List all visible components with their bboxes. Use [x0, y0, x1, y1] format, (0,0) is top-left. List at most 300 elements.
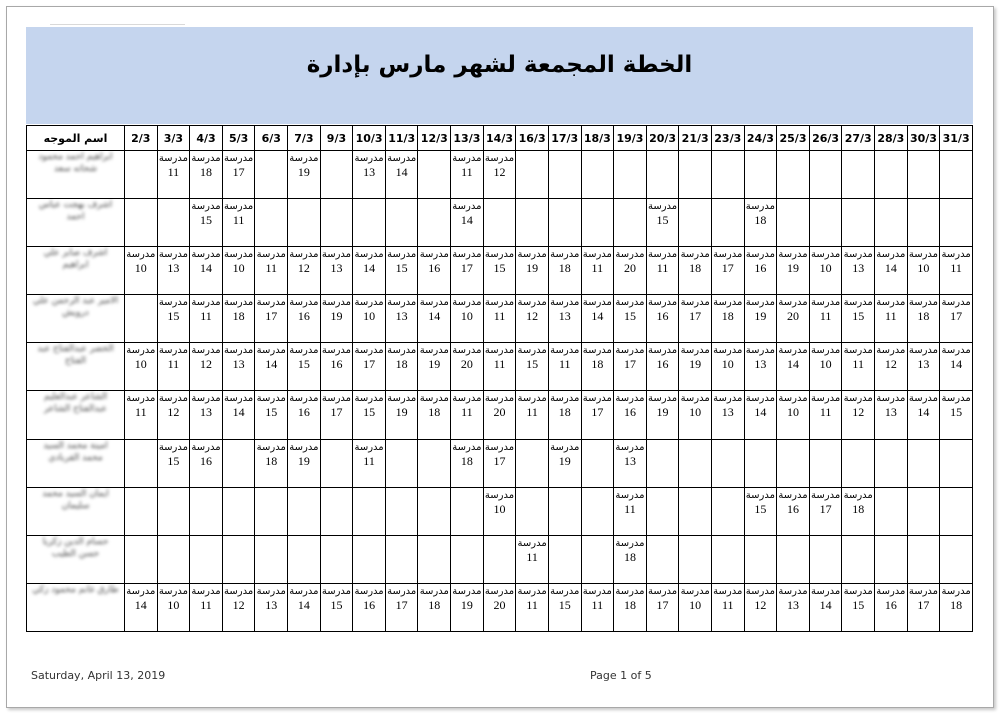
schedule-cell	[809, 391, 842, 439]
schedule-cell	[320, 199, 353, 247]
schedule-cell	[451, 391, 484, 439]
schedule-cell	[418, 343, 451, 391]
schedule-cell	[320, 343, 353, 391]
schedule-cell	[483, 247, 516, 295]
school-number: 15	[493, 261, 506, 276]
schedule-cell	[679, 247, 712, 295]
schedule-cell	[842, 343, 875, 391]
schedule-cell	[222, 535, 255, 583]
school-number: 13	[623, 453, 636, 468]
school-label: مدرسة	[452, 153, 482, 164]
school-label: مدرسة	[289, 249, 319, 261]
school-label: مدرسة	[224, 249, 254, 261]
school-label: مدرسة	[354, 153, 384, 164]
school-label: مدرسة	[158, 297, 188, 309]
school-number: 20	[493, 405, 506, 420]
schedule-cell	[125, 295, 158, 343]
school-label: مدرسة	[191, 153, 221, 164]
schedule-cell	[125, 199, 158, 247]
schedule-cell	[614, 199, 647, 247]
table-row	[27, 295, 973, 343]
school-number: 13	[232, 357, 245, 372]
schedule-cell	[418, 199, 451, 247]
schedule-cell	[125, 535, 158, 583]
schedule-cell	[777, 487, 810, 535]
school-number: 18	[428, 597, 441, 612]
school-number: 14	[950, 357, 963, 372]
schedule-cell	[614, 583, 647, 631]
school-number: 19	[330, 309, 343, 324]
table-row	[27, 535, 973, 583]
schedule-cell	[907, 487, 940, 535]
schedule-cell	[548, 247, 581, 295]
schedule-cell	[646, 151, 679, 199]
school-number: 16	[200, 453, 213, 468]
schedule-cell	[516, 295, 549, 343]
schedule-cell	[679, 439, 712, 487]
school-number: 11	[167, 357, 180, 372]
school-label: مدرسة	[387, 393, 417, 405]
school-label: مدرسة	[484, 297, 515, 309]
school-number: 17	[656, 597, 669, 612]
schedule-cell	[777, 343, 810, 391]
school-label: مدرسة	[321, 345, 352, 357]
school-number: 11	[200, 597, 212, 612]
school-label: مدرسة	[387, 297, 417, 309]
schedule-cell	[451, 199, 484, 247]
school-label: مدرسة	[843, 249, 873, 261]
school-label: مدرسة	[484, 153, 515, 164]
school-number: 10	[232, 261, 245, 276]
schedule-cell	[614, 295, 647, 343]
table-row	[27, 151, 973, 199]
school-label: مدرسة	[158, 441, 188, 453]
school-number: 17	[721, 261, 734, 276]
schedule-cell	[809, 487, 842, 535]
schedule-cell	[418, 295, 451, 343]
school-number: 15	[754, 501, 767, 516]
schedule-cell	[842, 535, 875, 583]
school-label: مدرسة	[256, 585, 286, 597]
school-number: 18	[428, 405, 441, 420]
schedule-cell	[288, 343, 321, 391]
school-label: مدرسة	[224, 345, 254, 357]
schedule-cell	[255, 151, 288, 199]
schedule-cell	[353, 199, 386, 247]
school-label: مدرسة	[387, 345, 417, 357]
schedule-cell	[679, 583, 712, 631]
schedule-cell	[190, 487, 223, 535]
school-number: 18	[232, 309, 245, 324]
school-label: مدرسة	[843, 585, 873, 597]
schedule-cell	[777, 583, 810, 631]
school-label: مدرسة	[452, 441, 482, 453]
school-number: 12	[526, 309, 539, 324]
school-label: مدرسة	[811, 489, 841, 501]
schedule-cell	[385, 343, 418, 391]
schedule-cell	[385, 535, 418, 583]
school-label: مدرسة	[452, 585, 482, 597]
school-number: 14	[363, 261, 376, 276]
school-number: 20	[460, 357, 473, 372]
schedule-cell	[385, 487, 418, 535]
school-label: مدرسة	[876, 393, 906, 405]
school-label: مدرسة	[745, 585, 775, 597]
school-number: 16	[623, 405, 636, 420]
school-number: 18	[852, 501, 865, 516]
school-label: مدرسة	[158, 249, 188, 261]
school-number: 10	[786, 405, 799, 420]
school-number: 11	[167, 165, 180, 179]
school-label: مدرسة	[615, 345, 645, 357]
table-row	[27, 439, 973, 487]
school-label: مدرسة	[191, 249, 221, 261]
school-label: مدرسة	[191, 297, 221, 309]
date-header: 25/3	[777, 126, 810, 151]
schedule-cell	[614, 535, 647, 583]
school-label: مدرسة	[354, 297, 384, 309]
school-label: مدرسة	[908, 345, 939, 357]
school-label: مدرسة	[289, 345, 319, 357]
schedule-cell	[255, 439, 288, 487]
schedule-cell	[875, 583, 908, 631]
schedule-cell	[679, 343, 712, 391]
supervisor-name-cell	[27, 439, 125, 487]
schedule-cell	[255, 199, 288, 247]
school-label: مدرسة	[354, 441, 384, 453]
school-number: 11	[591, 261, 604, 276]
schedule-cell	[679, 199, 712, 247]
schedule-cell	[777, 295, 810, 343]
schedule-cell	[581, 487, 614, 535]
school-number: 14	[265, 357, 278, 372]
schedule-cell	[614, 487, 647, 535]
school-number: 18	[460, 453, 473, 468]
schedule-cell	[809, 583, 842, 631]
school-number: 13	[754, 357, 767, 372]
school-label: مدرسة	[550, 393, 580, 405]
school-number: 17	[460, 261, 473, 276]
supervisor-name-cell	[27, 199, 125, 247]
schedule-cell	[907, 535, 940, 583]
school-number: 20	[623, 261, 636, 276]
school-label: مدرسة	[778, 297, 808, 309]
schedule-cell	[385, 439, 418, 487]
supervisor-name: الشاعر عبدالعليم عبدالفتاح الشاعر	[43, 392, 108, 415]
school-label: مدرسة	[647, 249, 678, 261]
schedule-cell	[842, 487, 875, 535]
school-label: مدرسة	[452, 345, 482, 357]
schedule-cell	[385, 247, 418, 295]
school-label: مدرسة	[647, 201, 678, 213]
schedule-cell	[288, 439, 321, 487]
school-label: مدرسة	[908, 393, 939, 405]
schedule-cell	[907, 247, 940, 295]
schedule-cell	[125, 343, 158, 391]
schedule-cell	[255, 343, 288, 391]
schedule-cell	[711, 295, 744, 343]
school-number: 15	[167, 453, 180, 468]
school-label: مدرسة	[517, 393, 547, 405]
school-number: 13	[786, 597, 799, 612]
supervisor-name: حسام الدين زكريا حسن الطيب	[42, 536, 109, 559]
school-number: 19	[786, 261, 799, 276]
schedule-cell	[190, 247, 223, 295]
schedule-cell	[875, 439, 908, 487]
school-number: 19	[297, 453, 310, 468]
schedule-cell	[483, 151, 516, 199]
schedule-cell	[483, 199, 516, 247]
date-header: 14/3	[483, 126, 516, 151]
schedule-cell	[842, 151, 875, 199]
school-number: 11	[493, 357, 506, 372]
schedule-cell	[809, 295, 842, 343]
school-label: مدرسة	[941, 393, 971, 405]
schedule-cell	[679, 487, 712, 535]
school-label: مدرسة	[191, 585, 221, 597]
school-number: 16	[297, 309, 310, 324]
schedule-cell	[353, 247, 386, 295]
school-label: مدرسة	[126, 393, 156, 405]
school-number: 11	[526, 405, 538, 420]
document-title: الخطة المجمعة لشهر مارس بإدارة	[306, 52, 693, 78]
school-number: 19	[395, 405, 408, 420]
school-label: مدرسة	[713, 297, 743, 309]
school-label: مدرسة	[354, 585, 384, 597]
date-header: 19/3	[614, 126, 647, 151]
date-header: 5/3	[222, 126, 255, 151]
school-label: مدرسة	[680, 345, 710, 357]
schedule-cell	[907, 391, 940, 439]
school-number: 15	[265, 405, 278, 420]
schedule-cell	[190, 535, 223, 583]
school-number: 12	[493, 165, 506, 179]
schedule-cell	[940, 487, 973, 535]
schedule-cell	[190, 583, 223, 631]
school-label: مدرسة	[713, 585, 743, 597]
school-number: 17	[623, 357, 636, 372]
schedule-cell	[744, 535, 777, 583]
schedule-cell	[809, 439, 842, 487]
school-label: مدرسة	[811, 393, 841, 405]
schedule-cell	[548, 583, 581, 631]
schedule-cell	[353, 487, 386, 535]
school-label: مدرسة	[582, 345, 612, 357]
school-label: مدرسة	[680, 393, 710, 405]
school-label: مدرسة	[647, 585, 678, 597]
school-number: 13	[330, 261, 343, 276]
school-number: 19	[689, 357, 702, 372]
date-header: 28/3	[875, 126, 908, 151]
schedule-cell	[255, 391, 288, 439]
table-row	[27, 391, 973, 439]
schedule-cell	[940, 391, 973, 439]
school-label: مدرسة	[615, 537, 645, 549]
school-label: مدرسة	[517, 585, 547, 597]
schedule-cell	[581, 583, 614, 631]
school-number: 11	[819, 309, 832, 324]
schedule-cell	[353, 295, 386, 343]
schedule-cell	[353, 439, 386, 487]
school-number: 18	[754, 213, 767, 228]
schedule-cell	[777, 151, 810, 199]
schedule-cell	[744, 439, 777, 487]
supervisor-name-cell	[27, 391, 125, 439]
schedule-cell	[125, 151, 158, 199]
schedule-cell	[646, 583, 679, 631]
school-number: 11	[363, 453, 375, 468]
schedule-cell	[744, 487, 777, 535]
school-number: 13	[200, 405, 213, 420]
date-header: 13/3	[451, 126, 484, 151]
schedule-cell	[353, 391, 386, 439]
school-number: 11	[135, 405, 147, 420]
school-label: مدرسة	[745, 489, 775, 501]
school-number: 14	[395, 165, 408, 179]
school-number: 12	[884, 357, 897, 372]
school-label: مدرسة	[321, 393, 352, 405]
schedule-cell	[288, 487, 321, 535]
school-label: مدرسة	[908, 585, 939, 597]
school-label: مدرسة	[778, 489, 808, 501]
school-number: 15	[395, 261, 408, 276]
school-label: مدرسة	[941, 585, 971, 597]
schedule-cell	[190, 391, 223, 439]
schedule-cell	[842, 391, 875, 439]
school-number: 19	[558, 453, 571, 468]
schedule-cell	[190, 151, 223, 199]
schedule-cell	[483, 583, 516, 631]
schedule-cell	[353, 343, 386, 391]
school-label: مدرسة	[517, 537, 547, 549]
schedule-cell	[614, 439, 647, 487]
schedule-cell	[646, 199, 679, 247]
supervisor-name-cell	[27, 487, 125, 535]
school-label: مدرسة	[550, 345, 580, 357]
schedule-cell	[516, 343, 549, 391]
school-label: مدرسة	[550, 441, 580, 453]
schedule-cell	[940, 535, 973, 583]
school-number: 18	[265, 453, 278, 468]
school-label: مدرسة	[158, 345, 188, 357]
date-header: 2/3	[125, 126, 158, 151]
school-number: 20	[786, 309, 799, 324]
school-number: 15	[200, 213, 213, 228]
school-label: مدرسة	[289, 153, 319, 164]
school-label: مدرسة	[582, 297, 612, 309]
schedule-cell	[157, 151, 190, 199]
supervisor-name: ايمان السيد محمد سليمان	[42, 488, 109, 511]
school-number: 10	[917, 261, 930, 276]
school-label: مدرسة	[941, 249, 971, 261]
schedule-cell	[875, 295, 908, 343]
schedule-cell	[418, 487, 451, 535]
date-header: 21/3	[679, 126, 712, 151]
schedule-cell	[418, 439, 451, 487]
schedule-cell	[711, 247, 744, 295]
schedule-cell	[516, 487, 549, 535]
schedule-cell	[777, 247, 810, 295]
school-number: 10	[134, 261, 147, 276]
schedule-cell	[907, 343, 940, 391]
date-header: 6/3	[255, 126, 288, 151]
schedule-cell	[548, 151, 581, 199]
school-label: مدرسة	[224, 297, 254, 309]
school-label: مدرسة	[354, 393, 384, 405]
schedule-cell	[451, 247, 484, 295]
school-label: مدرسة	[615, 585, 645, 597]
schedule-cell	[777, 535, 810, 583]
supervisor-name-cell	[27, 151, 125, 199]
supervisor-name: اشرف صابر علي ابراهيم	[43, 248, 108, 271]
school-label: مدرسة	[321, 585, 352, 597]
school-number: 14	[297, 597, 310, 612]
schedule-cell	[842, 583, 875, 631]
date-header: 27/3	[842, 126, 875, 151]
schedule-cell	[581, 295, 614, 343]
school-label: مدرسة	[713, 393, 743, 405]
supervisor-name: امينة محمد السيد محمد القربادي	[43, 440, 108, 463]
school-number: 16	[786, 501, 799, 516]
school-number: 11	[265, 261, 278, 276]
school-number: 14	[917, 405, 930, 420]
school-number: 18	[200, 165, 213, 179]
school-number: 15	[526, 357, 539, 372]
schedule-cell	[125, 247, 158, 295]
school-label: مدرسة	[321, 249, 352, 261]
schedule-cell	[777, 199, 810, 247]
school-number: 17	[265, 309, 278, 324]
school-label: مدرسة	[256, 441, 286, 453]
school-label: مدرسة	[941, 345, 971, 357]
schedule-cell	[222, 343, 255, 391]
school-label: مدرسة	[387, 249, 417, 261]
school-number: 11	[461, 165, 473, 179]
school-label: مدرسة	[941, 297, 971, 309]
school-label: مدرسة	[484, 393, 515, 405]
school-label: مدرسة	[419, 393, 449, 405]
school-number: 13	[884, 405, 897, 420]
school-number: 14	[460, 213, 473, 228]
schedule-cell	[646, 247, 679, 295]
schedule-cell	[418, 151, 451, 199]
schedule-cell	[875, 391, 908, 439]
schedule-cell	[190, 199, 223, 247]
schedule-cell	[679, 535, 712, 583]
school-number: 17	[689, 309, 702, 324]
schedule-cell	[581, 343, 614, 391]
schedule-cell	[451, 535, 484, 583]
schedule-cell	[157, 199, 190, 247]
school-label: مدرسة	[778, 345, 808, 357]
school-label: مدرسة	[908, 249, 939, 261]
schedule-cell	[125, 391, 158, 439]
school-label: مدرسة	[811, 585, 841, 597]
footer-date: Saturday, April 13, 2019	[31, 669, 166, 682]
schedule-cell	[418, 391, 451, 439]
schedule-cell	[614, 391, 647, 439]
school-label: مدرسة	[191, 345, 221, 357]
school-number: 17	[395, 597, 408, 612]
schedule-cell	[940, 151, 973, 199]
school-label: مدرسة	[582, 585, 612, 597]
school-number: 10	[134, 357, 147, 372]
schedule-cell	[288, 247, 321, 295]
schedule-cell	[451, 151, 484, 199]
school-number: 11	[852, 357, 864, 372]
schedule-cell	[646, 391, 679, 439]
schedule-cell	[288, 199, 321, 247]
